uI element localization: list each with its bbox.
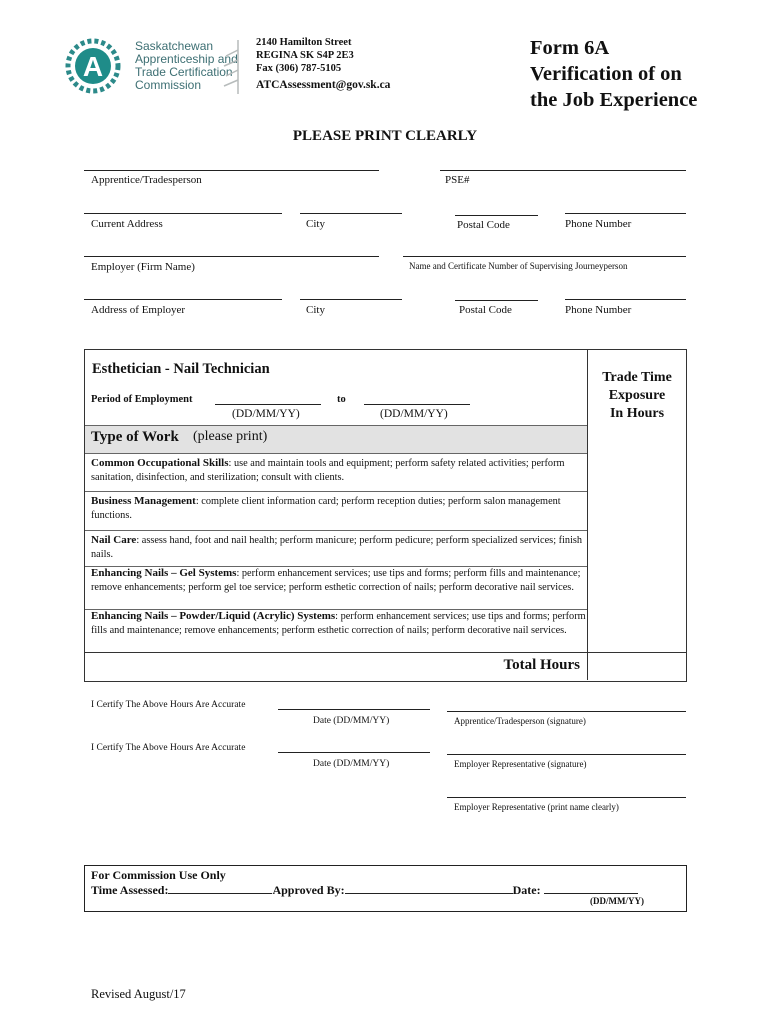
journeyperson-field[interactable] [403,256,686,257]
exposure-header-line: Exposure [608,388,666,403]
apprentice-field[interactable] [84,170,379,171]
time-assessed-field[interactable] [168,882,272,894]
employer-label: Employer (Firm Name) [91,261,195,273]
certify-statement-1: I Certify The Above Hours Are Accurate [91,700,246,710]
employer-print-name-label: Employer Representative (print name clearly) [454,802,619,812]
certify-date-1-label: Date (DD/MM/YY) [313,716,390,726]
commission-use-box [84,865,687,912]
email-link[interactable]: ATCAssessment@gov.sk.ca [256,79,391,91]
time-assessed-label: Time Assessed: [91,883,169,897]
work-section [85,566,587,610]
certify-statement-2: I Certify The Above Hours Are Accurate [91,743,246,753]
work-section-title: Business Management [91,495,196,507]
employer-city-label: City [306,304,325,316]
work-section-title: Enhancing Nails – Powder/Liquid (Acrylic) Systems [91,610,336,622]
period-start-field[interactable] [215,404,321,405]
commission-logo [58,34,258,98]
employer-phone-label: Phone Number [565,304,632,316]
work-section-hours-field[interactable] [588,453,685,491]
mailing-address [256,36,390,92]
form-title [530,35,697,113]
address-line: 2140 Hamilton Street [256,37,352,48]
logo-line: Saskatchewan [135,39,214,53]
exposure-header-line: In Hours [609,406,665,421]
total-hours-label: Total Hours [503,657,580,673]
current-address-label: Current Address [91,218,163,230]
work-section-text: : assess hand, foot and nail health; perform manicure; perform pedicure; perform specialized services; finish nails. [91,535,583,560]
work-section-title: Common Occupational Skills [91,457,229,469]
exposure-header [588,369,686,423]
commission-heading: For Commission Use Only [91,868,226,882]
certify-date-2-field[interactable] [278,752,430,753]
pse-label: PSE# [445,174,470,186]
logo-line: Commission [135,78,202,92]
phone-number-label: Phone Number [565,218,632,230]
current-address-field[interactable] [84,213,282,214]
work-section-title: Nail Care [91,534,137,546]
svg-text:A: A [82,51,104,82]
address-line: Fax (306) 787-5105 [256,63,342,74]
start-date-format: (DD/MM/YY) [232,408,300,420]
work-section-text: : perform enhancement services; use tips and forms; perform fills and maintenance; remove enhancements; perform gel toe service; perform esthetic correction of nails; perform decorative nail services. [91,568,581,593]
address-line: REGINA SK S4P 2E3 [256,50,354,61]
work-section [85,530,587,567]
postal-code-field[interactable] [455,215,538,216]
trade-title: Esthetician - Nail Technician [92,361,270,377]
work-section [85,609,587,652]
employer-postal-field[interactable] [455,300,538,301]
apprentice-signature-label: Apprentice/Tradesperson (signature) [454,716,586,726]
logo-line: Apprenticeship and [135,52,238,66]
exposure-header-line: Trade Time [602,370,672,385]
phone-number-field[interactable] [565,213,686,214]
employer-print-name-field[interactable] [447,797,686,798]
apprentice-signature-field[interactable] [447,711,686,712]
please-print-label: (please print) [193,429,268,444]
to-label: to [337,394,346,405]
work-section-text: : use and maintain tools and equipment; perform safety related activities; perform sanitation, disinfection, and sterilization; consult with clients. [91,458,565,483]
wheat-decoration-icon [218,36,242,96]
work-section [85,453,587,492]
end-date-format: (DD/MM/YY) [380,408,448,420]
employer-phone-field[interactable] [565,299,686,300]
employer-signature-label: Employer Representative (signature) [454,759,587,769]
period-label: Period of Employment [91,394,193,405]
employer-signature-field[interactable] [447,754,686,755]
work-section [85,491,587,531]
work-section-title: Enhancing Nails – Gel Systems [91,567,237,579]
approved-by-field[interactable] [345,882,513,894]
approved-by-label: Approved By: [272,883,345,897]
form-title-line: Form 6A [530,37,610,59]
total-hours-field[interactable] [588,653,685,680]
commission-logo-icon [58,34,132,98]
work-section-text: : perform enhancement services; use tips and forms; perform fills and maintenance; remove enhancements; perform esthetic correction of nails; perform decorative nail services. [91,611,586,636]
commission-row [91,882,638,898]
employer-address-label: Address of Employer [91,304,186,316]
logo-line: Trade Certification [135,65,233,79]
city-field[interactable] [300,213,402,214]
revision-footer: Revised August/17 [91,987,186,1001]
journeyperson-label: Name and Certificate Number of Supervising Journeyperson [409,261,628,271]
type-of-work-label: Type of Work [91,429,179,445]
certify-date-2-label: Date (DD/MM/YY) [313,759,390,769]
commission-date-format: (DD/MM/YY) [590,896,644,906]
employer-postal-label: Postal Code [459,304,512,316]
form-title-line: Verification of on [530,63,682,85]
employer-field[interactable] [84,256,379,257]
print-clearly-instruction: PLEASE PRINT CLEARLY [292,128,478,144]
work-section-text: : complete client information card; perform reception duties; perform salon management functions. [91,496,561,521]
city-label: City [306,218,325,230]
commission-date-field[interactable] [544,882,638,894]
apprentice-label: Apprentice/Tradesperson [91,174,202,186]
form-title-line: the Job Experience [530,89,698,111]
certify-date-1-field[interactable] [278,709,430,710]
employer-city-field[interactable] [300,299,402,300]
type-of-work-header [85,425,587,454]
employer-address-field[interactable] [84,299,282,300]
postal-code-label: Postal Code [457,219,510,231]
period-end-field[interactable] [364,404,470,405]
commission-date-label: Date: [512,883,541,897]
pse-field[interactable] [440,170,686,171]
